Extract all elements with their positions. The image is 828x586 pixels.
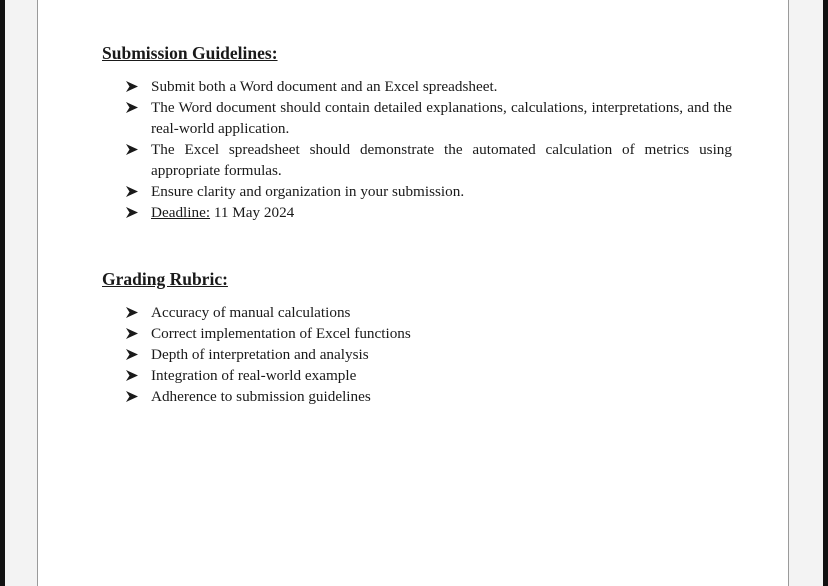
page-content xyxy=(102,41,732,407)
arrowhead-bullet-icon xyxy=(126,144,138,155)
arrowhead-bullet-icon xyxy=(126,391,138,402)
arrowhead-bullet-icon xyxy=(126,186,138,197)
document-page xyxy=(37,0,789,586)
list-item-text: The Excel spreadsheet should demonstrate the automated calculation of metrics using appropriate formulas. xyxy=(151,141,732,179)
deadline-item xyxy=(151,202,732,223)
grading-rubric-list xyxy=(102,302,732,407)
arrowhead-bullet-icon xyxy=(126,349,138,360)
list-item xyxy=(151,302,732,323)
list-item xyxy=(151,344,732,365)
submission-guidelines-list xyxy=(102,76,732,223)
arrowhead-bullet-icon xyxy=(126,370,138,381)
list-item-text: The Word document should contain detailed explanations, calculations, interpretations, and the real-world application. xyxy=(151,99,732,137)
list-item xyxy=(151,181,732,202)
grading-rubric-heading: Grading Rubric: xyxy=(102,269,228,289)
list-item xyxy=(151,323,732,344)
deadline-label: Deadline: xyxy=(151,204,211,221)
list-item xyxy=(151,76,732,97)
list-item-text: Depth of interpretation and analysis xyxy=(151,346,369,363)
list-item-text: Submit both a Word document and an Excel spreadsheet. xyxy=(151,78,498,95)
submission-guidelines-heading: Submission Guidelines: xyxy=(102,43,278,63)
list-item-text: Ensure clarity and organization in your submission. xyxy=(151,183,465,200)
list-item-text: Adherence to submission guidelines xyxy=(151,388,371,405)
arrowhead-bullet-icon xyxy=(126,307,138,318)
list-item xyxy=(151,97,732,139)
list-item xyxy=(151,139,732,181)
list-item xyxy=(151,386,732,407)
list-item-text: Accuracy of manual calculations xyxy=(151,304,351,321)
arrowhead-bullet-icon xyxy=(126,207,138,218)
deadline-value: 11 May 2024 xyxy=(213,204,295,221)
list-item-text: Correct implementation of Excel functions xyxy=(151,325,411,342)
right-edge xyxy=(823,0,828,586)
arrowhead-bullet-icon xyxy=(126,102,138,113)
list-item-text: Integration of real-world example xyxy=(151,367,357,384)
left-edge xyxy=(0,0,5,586)
arrowhead-bullet-icon xyxy=(126,328,138,339)
list-item xyxy=(151,365,732,386)
arrowhead-bullet-icon xyxy=(126,81,138,92)
